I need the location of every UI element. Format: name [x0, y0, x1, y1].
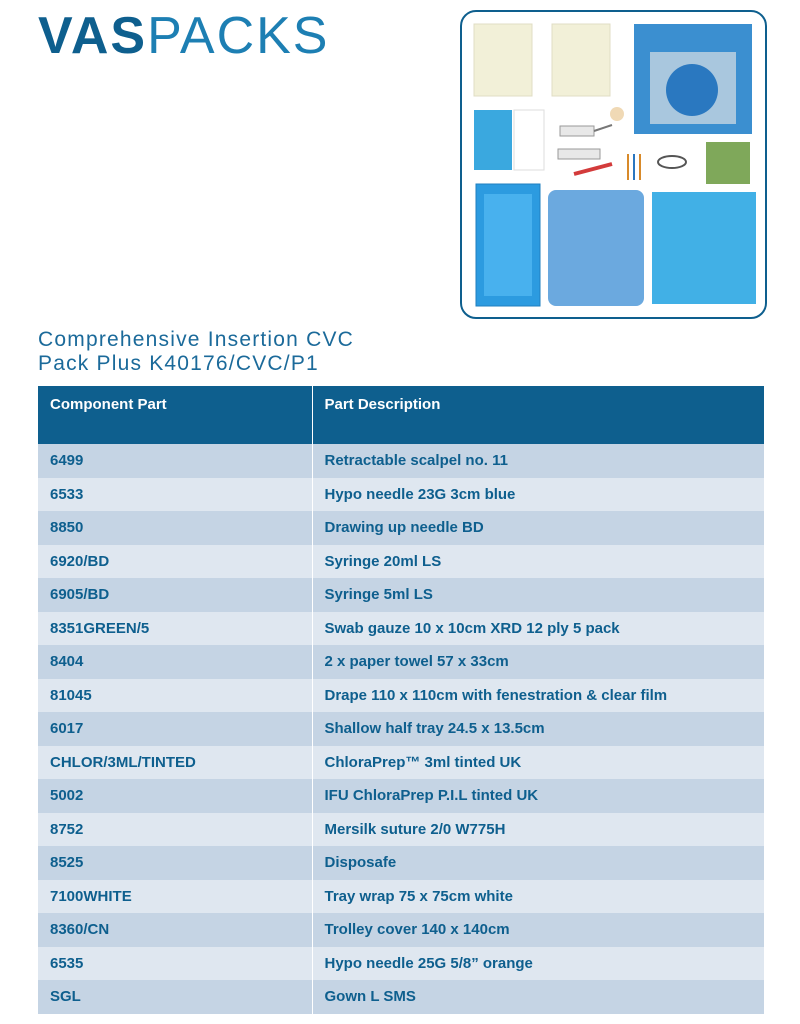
- header-part-description: Part Description: [312, 386, 764, 444]
- table-row: [38, 813, 764, 847]
- part-description: ChloraPrep™ 3ml tinted UK: [312, 746, 764, 780]
- table-row: [38, 779, 764, 813]
- part-description: Shallow half tray 24.5 x 13.5cm: [312, 712, 764, 746]
- component-part: 8404: [38, 645, 312, 679]
- part-description: Syringe 5ml LS: [312, 578, 764, 612]
- component-part: CHLOR/3ML/TINTED: [38, 746, 312, 780]
- pack-title-line-1: Comprehensive Insertion CVC: [38, 328, 355, 351]
- component-part: 6905/BD: [38, 578, 312, 612]
- table-row: [38, 846, 764, 880]
- component-part: 8850: [38, 511, 312, 545]
- component-part: 6535: [38, 947, 312, 981]
- table-row: [38, 712, 764, 746]
- part-description: Mersilk suture 2/0 W775H: [312, 813, 764, 847]
- part-description: Disposafe: [312, 846, 764, 880]
- part-description: Tray wrap 75 x 75cm white: [312, 880, 764, 914]
- pack-title: [38, 328, 354, 376]
- component-part: 8752: [38, 813, 312, 847]
- component-part: 8351GREEN/5: [38, 612, 312, 646]
- table-row: [38, 444, 764, 478]
- component-part: 5002: [38, 779, 312, 813]
- table-row: [38, 679, 764, 713]
- table-row: [38, 478, 764, 512]
- table-row: [38, 645, 764, 679]
- component-part: 6499: [38, 444, 312, 478]
- components-table: [38, 386, 764, 1014]
- component-part: 81045: [38, 679, 312, 713]
- part-description: IFU ChloraPrep P.I.L tinted UK: [312, 779, 764, 813]
- table-row: [38, 913, 764, 947]
- table-row: [38, 947, 764, 981]
- part-description: Hypo needle 23G 3cm blue: [312, 478, 764, 512]
- brand-logo: [38, 6, 330, 66]
- table-row: [38, 545, 764, 579]
- table-row: [38, 578, 764, 612]
- pack-contents-illustration: [462, 12, 765, 317]
- component-part: 6017: [38, 712, 312, 746]
- part-description: Retractable scalpel no. 11: [312, 444, 764, 478]
- logo-packs: PACKS: [147, 7, 330, 65]
- table-row: [38, 880, 764, 914]
- part-description: Drape 110 x 110cm with fenestration & clear film: [312, 679, 764, 713]
- component-part: 8525: [38, 846, 312, 880]
- component-part: 6533: [38, 478, 312, 512]
- table-row: [38, 511, 764, 545]
- part-description: Drawing up needle BD: [312, 511, 764, 545]
- component-part: 6920/BD: [38, 545, 312, 579]
- table-header-row: [38, 386, 764, 444]
- table-row: [38, 612, 764, 646]
- component-part: SGL: [38, 980, 312, 1014]
- part-description: Hypo needle 25G 5/8” orange: [312, 947, 764, 981]
- pack-contents-photo: [460, 10, 767, 319]
- part-description: 2 x paper towel 57 x 33cm: [312, 645, 764, 679]
- component-part: 7100WHITE: [38, 880, 312, 914]
- part-description: Gown L SMS: [312, 980, 764, 1014]
- part-description: Syringe 20ml LS: [312, 545, 764, 579]
- header-component-part: Component Part: [38, 386, 312, 444]
- table-row: [38, 980, 764, 1014]
- component-part: 8360/CN: [38, 913, 312, 947]
- part-description: Swab gauze 10 x 10cm XRD 12 ply 5 pack: [312, 612, 764, 646]
- logo-vas: VAS: [38, 7, 148, 65]
- part-description: Trolley cover 140 x 140cm: [312, 913, 764, 947]
- table-row: [38, 746, 764, 780]
- pack-title-line-2: Pack Plus K40176/CVC/P1: [38, 352, 319, 375]
